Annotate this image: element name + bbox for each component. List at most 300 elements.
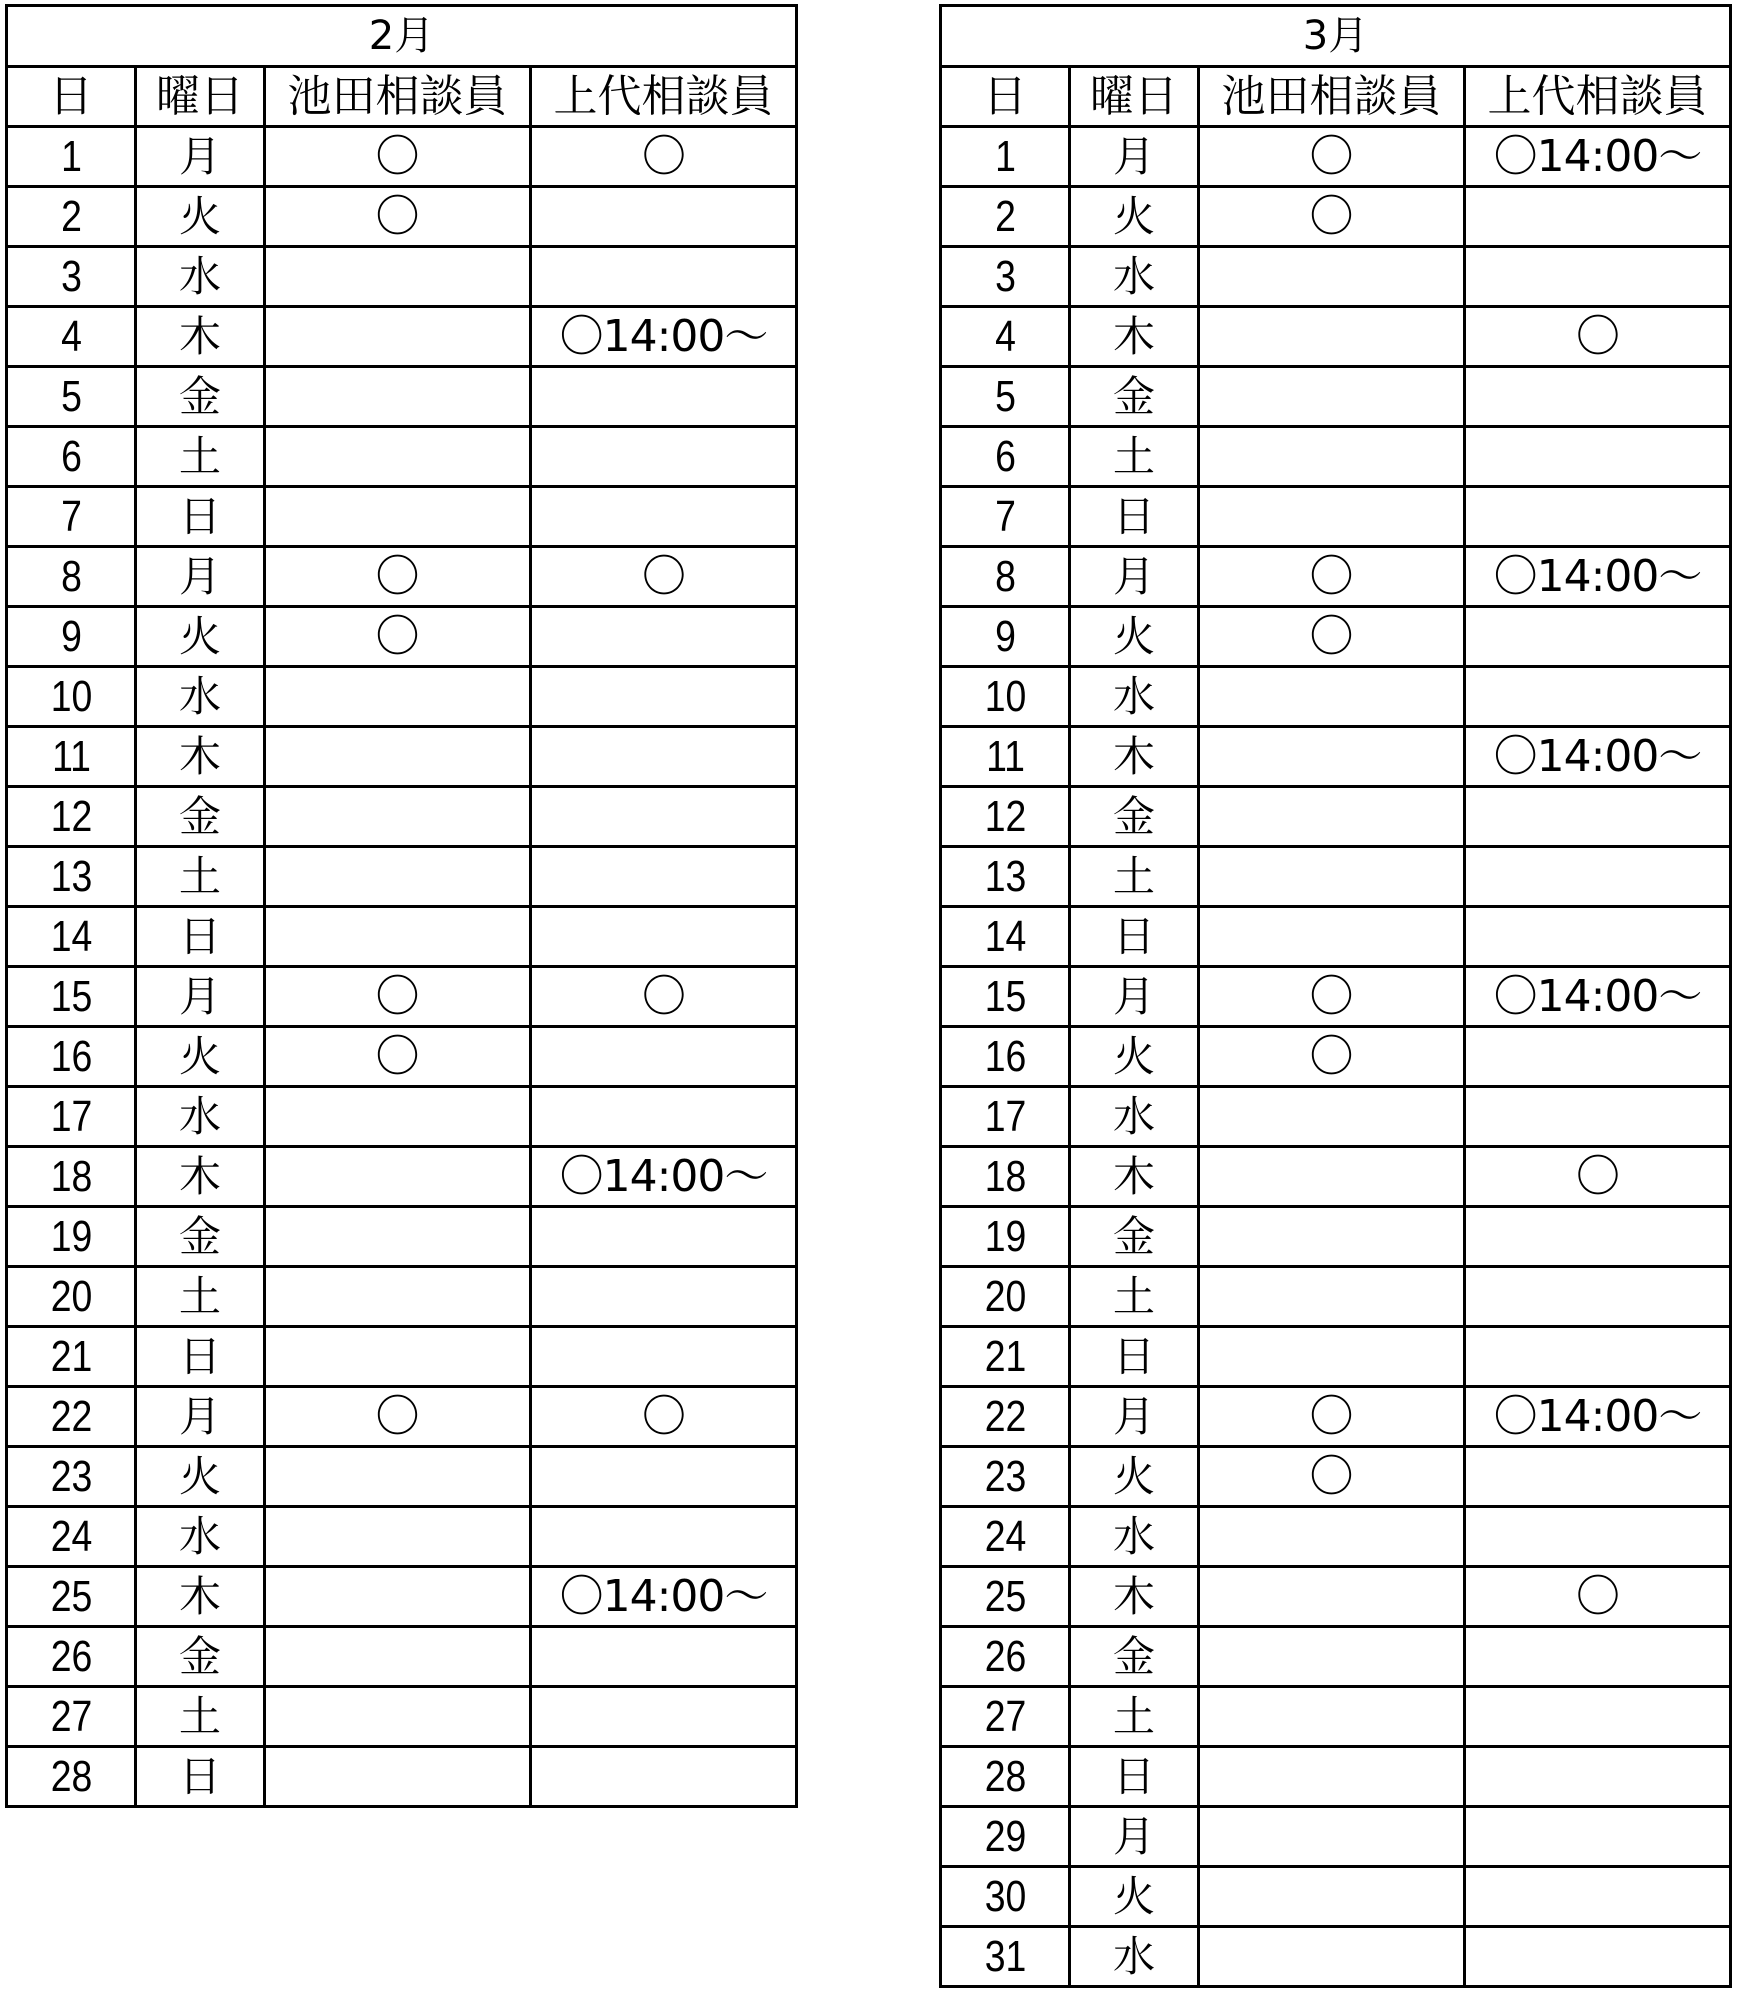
day-cell: 5 bbox=[16, 367, 126, 427]
table-row bbox=[941, 1867, 1731, 1927]
table-row bbox=[941, 1087, 1731, 1147]
table-row bbox=[941, 1267, 1731, 1327]
kamishiro-cell bbox=[1465, 247, 1731, 307]
weekday-cell: 水 bbox=[1070, 667, 1199, 727]
day-cell: 20 bbox=[950, 1267, 1060, 1327]
weekday-cell: 金 bbox=[1070, 787, 1199, 847]
weekday-cell: 月 bbox=[1070, 1387, 1199, 1447]
ikeda-cell bbox=[265, 1747, 531, 1807]
day-column-header: 日 bbox=[941, 67, 1070, 127]
ikeda-cell bbox=[1199, 1867, 1465, 1927]
table-row bbox=[7, 847, 797, 907]
kamishiro-cell bbox=[1465, 487, 1731, 547]
weekday-cell: 金 bbox=[1070, 1207, 1199, 1267]
ikeda-cell bbox=[265, 1627, 531, 1687]
table-row bbox=[7, 1207, 797, 1267]
weekday-cell: 月 bbox=[1070, 127, 1199, 187]
kamishiro-cell: 〇14:00～ bbox=[1465, 1387, 1731, 1447]
table-row bbox=[7, 967, 797, 1027]
weekday-cell: 火 bbox=[136, 607, 265, 667]
day-cell: 28 bbox=[16, 1747, 126, 1807]
weekday-cell: 土 bbox=[136, 847, 265, 907]
weekday-cell: 木 bbox=[136, 307, 265, 367]
ikeda-cell bbox=[1199, 667, 1465, 727]
kamishiro-cell bbox=[1465, 1027, 1731, 1087]
day-cell: 7 bbox=[950, 487, 1060, 547]
kamishiro-cell bbox=[531, 1087, 797, 1147]
table-row bbox=[941, 1447, 1731, 1507]
day-cell: 19 bbox=[950, 1207, 1060, 1267]
weekday-cell: 金 bbox=[1070, 367, 1199, 427]
table-row bbox=[7, 727, 797, 787]
kamishiro-cell bbox=[1465, 907, 1731, 967]
column-header-row bbox=[941, 67, 1731, 127]
table-row bbox=[941, 1027, 1731, 1087]
day-cell: 7 bbox=[16, 487, 126, 547]
kamishiro-cell bbox=[1465, 1327, 1731, 1387]
kamishiro-cell bbox=[1465, 427, 1731, 487]
ikeda-cell bbox=[1199, 1687, 1465, 1747]
ikeda-cell: 〇 bbox=[265, 1027, 531, 1087]
ikeda-column-header: 池田相談員 bbox=[265, 67, 531, 127]
ikeda-cell bbox=[1199, 1267, 1465, 1327]
table-row bbox=[941, 187, 1731, 247]
kamishiro-cell bbox=[1465, 1747, 1731, 1807]
ikeda-cell bbox=[265, 1267, 531, 1327]
kamishiro-cell: 〇 bbox=[531, 967, 797, 1027]
table-row bbox=[7, 1327, 797, 1387]
table-row bbox=[7, 1627, 797, 1687]
weekday-cell: 火 bbox=[1070, 1867, 1199, 1927]
weekday-cell: 火 bbox=[1070, 1447, 1199, 1507]
day-cell: 16 bbox=[950, 1027, 1060, 1087]
table-row bbox=[941, 1627, 1731, 1687]
table-row bbox=[941, 1927, 1731, 1987]
weekday-cell: 水 bbox=[136, 247, 265, 307]
kamishiro-cell: 〇 bbox=[531, 547, 797, 607]
day-cell: 24 bbox=[16, 1507, 126, 1567]
kamishiro-cell bbox=[1465, 1507, 1731, 1567]
weekday-cell: 木 bbox=[1070, 1567, 1199, 1627]
ikeda-cell bbox=[1199, 1507, 1465, 1567]
weekday-cell: 水 bbox=[1070, 1087, 1199, 1147]
kamishiro-cell bbox=[531, 667, 797, 727]
day-cell: 14 bbox=[950, 907, 1060, 967]
kamishiro-cell bbox=[1465, 607, 1731, 667]
ikeda-cell bbox=[1199, 307, 1465, 367]
table-row bbox=[7, 187, 797, 247]
ikeda-cell: 〇 bbox=[1199, 547, 1465, 607]
kamishiro-cell bbox=[1465, 1867, 1731, 1927]
kamishiro-cell bbox=[531, 727, 797, 787]
weekday-cell: 木 bbox=[1070, 307, 1199, 367]
kamishiro-cell bbox=[1465, 1627, 1731, 1687]
weekday-cell: 土 bbox=[136, 1267, 265, 1327]
table-row bbox=[941, 307, 1731, 367]
weekday-cell: 月 bbox=[1070, 547, 1199, 607]
table-row bbox=[7, 127, 797, 187]
table-row bbox=[7, 1027, 797, 1087]
kamishiro-cell bbox=[531, 607, 797, 667]
table-row bbox=[941, 847, 1731, 907]
ikeda-cell bbox=[1199, 1627, 1465, 1687]
weekday-cell: 金 bbox=[136, 1207, 265, 1267]
kamishiro-cell: 〇 bbox=[531, 127, 797, 187]
ikeda-cell bbox=[265, 307, 531, 367]
ikeda-cell bbox=[265, 427, 531, 487]
table-row bbox=[7, 667, 797, 727]
ikeda-cell bbox=[1199, 1747, 1465, 1807]
kamishiro-cell bbox=[531, 187, 797, 247]
day-cell: 4 bbox=[16, 307, 126, 367]
day-cell: 2 bbox=[16, 187, 126, 247]
day-cell: 11 bbox=[16, 727, 126, 787]
kamishiro-cell bbox=[531, 907, 797, 967]
day-cell: 22 bbox=[950, 1387, 1060, 1447]
day-cell: 6 bbox=[16, 427, 126, 487]
kamishiro-cell bbox=[531, 1447, 797, 1507]
weekday-cell: 水 bbox=[136, 1507, 265, 1567]
day-cell: 3 bbox=[16, 247, 126, 307]
day-cell: 13 bbox=[16, 847, 126, 907]
weekday-cell: 日 bbox=[1070, 487, 1199, 547]
table-row bbox=[941, 1147, 1731, 1207]
ikeda-cell: 〇 bbox=[265, 607, 531, 667]
ikeda-cell: 〇 bbox=[265, 1387, 531, 1447]
column-header-row bbox=[7, 67, 797, 127]
ikeda-cell bbox=[1199, 1147, 1465, 1207]
table-row bbox=[941, 547, 1731, 607]
kamishiro-cell bbox=[531, 1267, 797, 1327]
weekday-column-header: 曜日 bbox=[1070, 67, 1199, 127]
day-cell: 8 bbox=[950, 547, 1060, 607]
weekday-cell: 日 bbox=[136, 1747, 265, 1807]
weekday-cell: 木 bbox=[136, 727, 265, 787]
table-row bbox=[7, 547, 797, 607]
ikeda-cell bbox=[265, 1687, 531, 1747]
weekday-cell: 日 bbox=[136, 1327, 265, 1387]
kamishiro-cell bbox=[1465, 1447, 1731, 1507]
weekday-cell: 月 bbox=[136, 967, 265, 1027]
day-cell: 21 bbox=[16, 1327, 126, 1387]
kamishiro-cell bbox=[1465, 1087, 1731, 1147]
table-row bbox=[941, 367, 1731, 427]
ikeda-cell: 〇 bbox=[1199, 187, 1465, 247]
day-cell: 25 bbox=[16, 1567, 126, 1627]
ikeda-cell bbox=[1199, 907, 1465, 967]
weekday-column-header: 曜日 bbox=[136, 67, 265, 127]
weekday-cell: 月 bbox=[136, 127, 265, 187]
ikeda-cell: 〇 bbox=[265, 547, 531, 607]
day-cell: 23 bbox=[16, 1447, 126, 1507]
table-row bbox=[7, 907, 797, 967]
weekday-cell: 金 bbox=[136, 787, 265, 847]
ikeda-cell: 〇 bbox=[1199, 1027, 1465, 1087]
day-cell: 5 bbox=[950, 367, 1060, 427]
table-row bbox=[7, 1387, 797, 1447]
table-row bbox=[7, 1447, 797, 1507]
ikeda-cell bbox=[265, 787, 531, 847]
day-column-header: 日 bbox=[7, 67, 136, 127]
weekday-cell: 土 bbox=[1070, 1687, 1199, 1747]
weekday-cell: 日 bbox=[1070, 1747, 1199, 1807]
weekday-cell: 月 bbox=[1070, 967, 1199, 1027]
day-cell: 30 bbox=[950, 1867, 1060, 1927]
kamishiro-cell bbox=[1465, 787, 1731, 847]
kamishiro-cell bbox=[531, 847, 797, 907]
weekday-cell: 日 bbox=[1070, 907, 1199, 967]
ikeda-cell bbox=[1199, 1327, 1465, 1387]
ikeda-cell bbox=[1199, 247, 1465, 307]
day-cell: 11 bbox=[950, 727, 1060, 787]
february-schedule-table bbox=[5, 4, 798, 1808]
ikeda-cell bbox=[1199, 1207, 1465, 1267]
weekday-cell: 木 bbox=[1070, 727, 1199, 787]
kamishiro-cell bbox=[1465, 1927, 1731, 1987]
ikeda-cell bbox=[265, 487, 531, 547]
day-cell: 9 bbox=[950, 607, 1060, 667]
kamishiro-cell bbox=[531, 1507, 797, 1567]
day-cell: 26 bbox=[16, 1627, 126, 1687]
kamishiro-cell bbox=[531, 1747, 797, 1807]
day-cell: 22 bbox=[16, 1387, 126, 1447]
ikeda-cell bbox=[265, 1207, 531, 1267]
kamishiro-cell bbox=[531, 367, 797, 427]
day-cell: 18 bbox=[16, 1147, 126, 1207]
ikeda-cell bbox=[1199, 1927, 1465, 1987]
kamishiro-cell bbox=[1465, 367, 1731, 427]
ikeda-cell: 〇 bbox=[1199, 127, 1465, 187]
day-cell: 18 bbox=[950, 1147, 1060, 1207]
day-cell: 12 bbox=[16, 787, 126, 847]
weekday-cell: 土 bbox=[1070, 427, 1199, 487]
table-row bbox=[7, 787, 797, 847]
day-cell: 4 bbox=[950, 307, 1060, 367]
table-row bbox=[941, 1567, 1731, 1627]
table-row bbox=[7, 247, 797, 307]
day-cell: 21 bbox=[950, 1327, 1060, 1387]
kamishiro-cell bbox=[1465, 667, 1731, 727]
day-cell: 2 bbox=[950, 187, 1060, 247]
weekday-cell: 月 bbox=[136, 547, 265, 607]
table-row bbox=[7, 1747, 797, 1807]
kamishiro-cell: 〇14:00～ bbox=[531, 1147, 797, 1207]
table-row bbox=[941, 1327, 1731, 1387]
table-row bbox=[941, 247, 1731, 307]
weekday-cell: 木 bbox=[136, 1147, 265, 1207]
kamishiro-cell bbox=[531, 427, 797, 487]
ikeda-cell bbox=[1199, 1807, 1465, 1867]
ikeda-cell: 〇 bbox=[265, 187, 531, 247]
day-cell: 13 bbox=[950, 847, 1060, 907]
table-row bbox=[7, 1687, 797, 1747]
march-schedule-table bbox=[939, 4, 1732, 1988]
weekday-cell: 土 bbox=[136, 1687, 265, 1747]
kamishiro-cell: 〇 bbox=[1465, 1147, 1731, 1207]
weekday-cell: 日 bbox=[136, 907, 265, 967]
kamishiro-cell bbox=[1465, 1267, 1731, 1327]
day-cell: 31 bbox=[950, 1927, 1060, 1987]
ikeda-cell: 〇 bbox=[1199, 1447, 1465, 1507]
table-row bbox=[941, 487, 1731, 547]
ikeda-cell bbox=[265, 847, 531, 907]
month-title: 3月 bbox=[941, 6, 1731, 67]
ikeda-cell bbox=[265, 1567, 531, 1627]
kamishiro-cell: 〇14:00～ bbox=[531, 1567, 797, 1627]
table-row bbox=[941, 127, 1731, 187]
ikeda-cell bbox=[265, 1327, 531, 1387]
table-row bbox=[941, 1687, 1731, 1747]
weekday-cell: 月 bbox=[136, 1387, 265, 1447]
table-row bbox=[941, 607, 1731, 667]
kamishiro-cell bbox=[531, 1687, 797, 1747]
table-row bbox=[941, 967, 1731, 1027]
kamishiro-cell: 〇14:00～ bbox=[1465, 727, 1731, 787]
table-row bbox=[941, 1807, 1731, 1867]
ikeda-cell bbox=[1199, 787, 1465, 847]
kamishiro-cell bbox=[1465, 1207, 1731, 1267]
weekday-cell: 水 bbox=[1070, 1927, 1199, 1987]
table-row bbox=[941, 787, 1731, 847]
day-cell: 17 bbox=[16, 1087, 126, 1147]
table-row bbox=[7, 367, 797, 427]
weekday-cell: 水 bbox=[1070, 1507, 1199, 1567]
day-cell: 28 bbox=[950, 1747, 1060, 1807]
table-row bbox=[7, 1507, 797, 1567]
ikeda-cell bbox=[265, 1147, 531, 1207]
table-row bbox=[941, 727, 1731, 787]
kamishiro-cell bbox=[531, 1327, 797, 1387]
table-row bbox=[941, 1207, 1731, 1267]
table-row bbox=[941, 1747, 1731, 1807]
day-cell: 16 bbox=[16, 1027, 126, 1087]
day-cell: 8 bbox=[16, 547, 126, 607]
weekday-cell: 火 bbox=[1070, 187, 1199, 247]
table-row bbox=[941, 907, 1731, 967]
kamishiro-column-header: 上代相談員 bbox=[1465, 67, 1731, 127]
day-cell: 29 bbox=[950, 1807, 1060, 1867]
day-cell: 1 bbox=[16, 127, 126, 187]
ikeda-cell bbox=[1199, 427, 1465, 487]
day-cell: 12 bbox=[950, 787, 1060, 847]
ikeda-cell: 〇 bbox=[1199, 967, 1465, 1027]
table-row bbox=[941, 1507, 1731, 1567]
ikeda-cell bbox=[1199, 1567, 1465, 1627]
day-cell: 27 bbox=[950, 1687, 1060, 1747]
kamishiro-cell: 〇 bbox=[531, 1387, 797, 1447]
day-cell: 15 bbox=[16, 967, 126, 1027]
day-cell: 6 bbox=[950, 427, 1060, 487]
day-cell: 10 bbox=[16, 667, 126, 727]
day-cell: 9 bbox=[16, 607, 126, 667]
table-row bbox=[7, 1567, 797, 1627]
kamishiro-cell bbox=[531, 487, 797, 547]
kamishiro-cell bbox=[1465, 1807, 1731, 1867]
day-cell: 14 bbox=[16, 907, 126, 967]
table-row bbox=[7, 607, 797, 667]
weekday-cell: 金 bbox=[1070, 1627, 1199, 1687]
kamishiro-cell bbox=[1465, 187, 1731, 247]
kamishiro-cell bbox=[531, 1627, 797, 1687]
weekday-cell: 月 bbox=[1070, 1807, 1199, 1867]
weekday-cell: 日 bbox=[136, 487, 265, 547]
day-cell: 19 bbox=[16, 1207, 126, 1267]
ikeda-cell bbox=[265, 367, 531, 427]
kamishiro-cell: 〇 bbox=[1465, 1567, 1731, 1627]
table-row bbox=[7, 1267, 797, 1327]
weekday-cell: 木 bbox=[136, 1567, 265, 1627]
ikeda-cell: 〇 bbox=[1199, 1387, 1465, 1447]
weekday-cell: 金 bbox=[136, 367, 265, 427]
ikeda-cell bbox=[1199, 487, 1465, 547]
weekday-cell: 土 bbox=[1070, 1267, 1199, 1327]
weekday-cell: 火 bbox=[1070, 607, 1199, 667]
day-cell: 26 bbox=[950, 1627, 1060, 1687]
ikeda-cell bbox=[1199, 367, 1465, 427]
table-row bbox=[7, 487, 797, 547]
table-row bbox=[7, 1087, 797, 1147]
weekday-cell: 火 bbox=[136, 1447, 265, 1507]
day-cell: 17 bbox=[950, 1087, 1060, 1147]
ikeda-column-header: 池田相談員 bbox=[1199, 67, 1465, 127]
day-cell: 27 bbox=[16, 1687, 126, 1747]
ikeda-cell bbox=[265, 727, 531, 787]
month-header-row bbox=[941, 6, 1731, 67]
kamishiro-cell bbox=[531, 1207, 797, 1267]
weekday-cell: 金 bbox=[136, 1627, 265, 1687]
day-cell: 25 bbox=[950, 1567, 1060, 1627]
table-row bbox=[941, 1387, 1731, 1447]
weekday-cell: 水 bbox=[1070, 247, 1199, 307]
ikeda-cell bbox=[265, 1087, 531, 1147]
weekday-cell: 水 bbox=[136, 667, 265, 727]
kamishiro-cell bbox=[1465, 847, 1731, 907]
ikeda-cell bbox=[1199, 847, 1465, 907]
month-header-row bbox=[7, 6, 797, 67]
ikeda-cell bbox=[265, 667, 531, 727]
kamishiro-cell bbox=[531, 247, 797, 307]
ikeda-cell bbox=[1199, 1087, 1465, 1147]
weekday-cell: 水 bbox=[136, 1087, 265, 1147]
weekday-cell: 火 bbox=[1070, 1027, 1199, 1087]
kamishiro-cell bbox=[531, 1027, 797, 1087]
day-cell: 23 bbox=[950, 1447, 1060, 1507]
table-row bbox=[941, 667, 1731, 727]
ikeda-cell: 〇 bbox=[1199, 607, 1465, 667]
kamishiro-cell: 〇14:00～ bbox=[1465, 547, 1731, 607]
day-cell: 3 bbox=[950, 247, 1060, 307]
ikeda-cell bbox=[265, 907, 531, 967]
table-row bbox=[941, 427, 1731, 487]
kamishiro-cell bbox=[1465, 1687, 1731, 1747]
kamishiro-cell: 〇14:00～ bbox=[1465, 967, 1731, 1027]
ikeda-cell bbox=[1199, 727, 1465, 787]
kamishiro-cell: 〇14:00～ bbox=[531, 307, 797, 367]
weekday-cell: 日 bbox=[1070, 1327, 1199, 1387]
weekday-cell: 火 bbox=[136, 187, 265, 247]
day-cell: 20 bbox=[16, 1267, 126, 1327]
ikeda-cell bbox=[265, 1447, 531, 1507]
ikeda-cell bbox=[265, 1507, 531, 1567]
ikeda-cell bbox=[265, 247, 531, 307]
kamishiro-cell: 〇14:00～ bbox=[1465, 127, 1731, 187]
table-row bbox=[7, 307, 797, 367]
kamishiro-cell: 〇 bbox=[1465, 307, 1731, 367]
ikeda-cell: 〇 bbox=[265, 967, 531, 1027]
kamishiro-cell bbox=[531, 787, 797, 847]
day-cell: 10 bbox=[950, 667, 1060, 727]
month-title: 2月 bbox=[7, 6, 797, 67]
